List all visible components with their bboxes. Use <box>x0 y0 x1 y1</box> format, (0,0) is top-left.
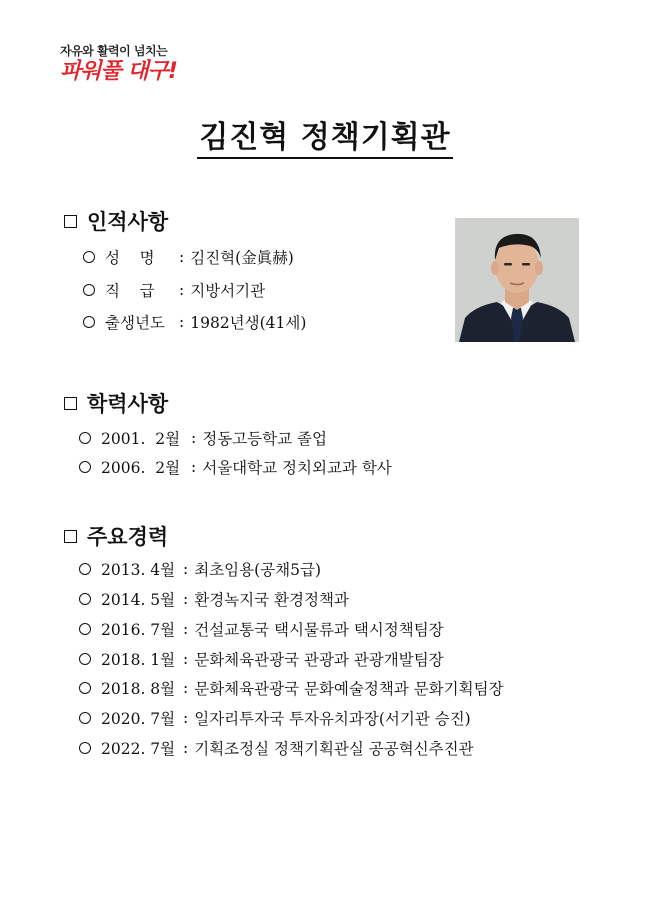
career-date: 2020. 7월 <box>101 710 176 728</box>
education-value: 서울대학교 정치외교과 학사 <box>202 459 392 477</box>
career-value: 환경녹지국 환경정책과 <box>194 591 349 609</box>
career-row <box>79 707 471 729</box>
circle-bullet-icon <box>79 682 91 694</box>
career-value: 건설교통국 택시물류과 택시정책팀장 <box>194 621 444 639</box>
separator: : <box>191 458 197 476</box>
circle-bullet-icon <box>79 563 91 575</box>
circle-bullet-icon <box>83 251 95 263</box>
section-education-label: 학력사항 <box>87 392 169 416</box>
personal-label: 출생년도 <box>105 314 165 332</box>
portrait-image <box>455 218 579 342</box>
personal-label: 성 명 <box>105 249 155 267</box>
education-date: 2006. 2월 <box>101 459 181 477</box>
career-date: 2022. 7월 <box>101 740 176 758</box>
education-date: 2001. 2월 <box>101 430 181 448</box>
career-row <box>79 648 444 670</box>
separator: : <box>183 620 189 638</box>
personal-row-birth <box>83 311 306 333</box>
circle-bullet-icon <box>79 742 91 754</box>
education-row <box>79 427 327 449</box>
career-row <box>79 558 321 580</box>
career-row <box>79 618 444 640</box>
circle-bullet-icon <box>79 461 91 473</box>
career-date: 2018. 1월 <box>101 651 176 669</box>
separator: : <box>183 709 189 727</box>
square-bullet-icon <box>64 530 77 543</box>
separator: : <box>179 281 185 299</box>
circle-bullet-icon <box>83 284 95 296</box>
circle-bullet-icon <box>79 712 91 724</box>
personal-value: 1982년생(41세) <box>190 314 307 332</box>
separator: : <box>179 248 185 266</box>
page-title: 김진혁 정책기획관 <box>197 120 452 159</box>
separator: : <box>183 739 189 757</box>
square-bullet-icon <box>64 215 77 228</box>
career-value: 일자리투자국 투자유치과장(서기관 승진) <box>194 710 471 728</box>
section-personal-heading <box>64 206 168 236</box>
separator: : <box>183 560 189 578</box>
education-value: 정동고등학교 졸업 <box>202 430 327 448</box>
circle-bullet-icon <box>79 593 91 605</box>
career-value: 문화체육관광국 문화예술정책과 문화기획팀장 <box>194 680 504 698</box>
personal-label: 직 급 <box>105 282 155 300</box>
separator: : <box>191 429 197 447</box>
logo <box>60 44 210 85</box>
career-date: 2014. 5월 <box>101 591 176 609</box>
career-value: 최초임용(공채5급) <box>194 561 322 579</box>
logo-tagline: 자유와 활력이 넘치는 <box>60 44 168 58</box>
separator: : <box>179 313 185 331</box>
circle-bullet-icon <box>79 623 91 635</box>
section-education-heading <box>64 388 168 418</box>
career-row <box>79 588 349 610</box>
career-value: 기획조정실 정책기획관실 공공혁신추진관 <box>194 740 474 758</box>
section-career-label: 주요경력 <box>87 525 169 549</box>
square-bullet-icon <box>64 397 77 410</box>
logo-slogan: 파워풀 대구! <box>60 59 177 84</box>
personal-value: 김진혁(金眞赫) <box>190 249 294 267</box>
section-personal-label: 인적사항 <box>87 210 169 234</box>
separator: : <box>183 679 189 697</box>
circle-bullet-icon <box>83 316 95 328</box>
career-date: 2018. 8월 <box>101 680 176 698</box>
career-value: 문화체육관광국 관광과 관광개발팀장 <box>194 651 444 669</box>
education-row <box>79 456 392 478</box>
section-career-heading <box>64 521 168 551</box>
separator: : <box>183 590 189 608</box>
career-date: 2016. 7월 <box>101 621 176 639</box>
career-row <box>79 737 474 759</box>
personal-row-name <box>83 246 294 268</box>
page-title-container <box>0 112 650 156</box>
separator: : <box>183 650 189 668</box>
personal-row-rank <box>83 279 265 301</box>
career-row <box>79 677 504 699</box>
circle-bullet-icon <box>79 432 91 444</box>
circle-bullet-icon <box>79 653 91 665</box>
career-date: 2013. 4월 <box>101 561 176 579</box>
personal-value: 지방서기관 <box>190 282 266 300</box>
profile-photo <box>455 218 579 342</box>
